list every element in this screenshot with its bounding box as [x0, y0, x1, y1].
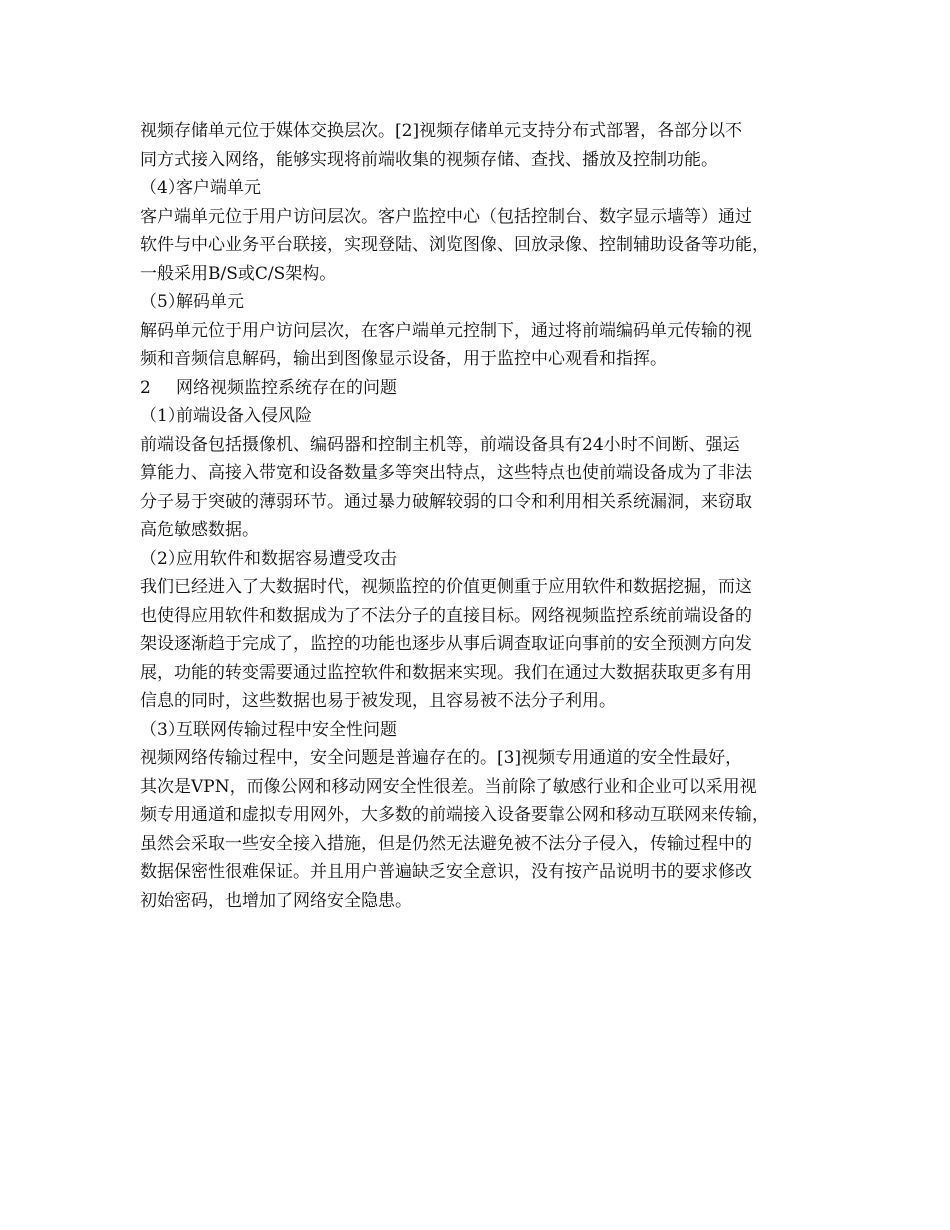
subsection-title: 互联网传输过程中安全性问题: [176, 719, 397, 740]
paragraph-line: 客户端单元位于用户访问层次。客户监控中心（包括控制台、数字显示墙等）通过: [140, 206, 752, 227]
subsection-number: （4）: [140, 178, 185, 198]
subsection-heading: [140, 545, 820, 574]
paragraph-line: 同方式接入网络，能够实现将前端收集的视频存储、查找、播放及控制功能。: [140, 149, 718, 170]
section-number: 2: [140, 377, 151, 398]
subsection-title: 客户端单元: [176, 178, 261, 198]
subsection-heading: [140, 716, 820, 745]
subsection-heading: [140, 402, 820, 431]
paragraph-line: 一般采用B/S或C/S架构。: [140, 263, 337, 284]
subsection-number: （2）: [140, 548, 185, 569]
section-title: 网络视频监控系统存在的问题: [176, 377, 397, 398]
section-heading: [140, 374, 820, 403]
subsection-title: 解码单元: [176, 292, 244, 312]
subsection-title: 应用软件和数据容易遭受攻击: [176, 548, 397, 569]
paragraph-line: 架设逐渐趋于完成了，监控的功能也逐步从事后调查取证向事前的安全预测方向发: [140, 634, 752, 654]
paragraph-line: 前端设备包括摄像机、编码器和控制主机等，前端设备具有24小时不间断、强运: [140, 434, 740, 455]
paragraph-line: 视频网络传输过程中，安全问题是普遍存在的。[3]视频专用通道的安全性最好，: [140, 748, 743, 768]
paragraph-line: 分子易于突破的薄弱环节。通过暴力破解较弱的口令和利用相关系统漏洞，来窃取: [140, 491, 752, 512]
paragraph-line: 虽然会采取一些安全接入措施，但是仍然无法避免被不法分子侵入，传输过程中的: [140, 833, 752, 854]
subsection-heading: [140, 288, 820, 317]
paragraph-line: 我们已经进入了大数据时代，视频监控的价值更侧重于应用软件和数据挖掘，而这: [140, 577, 752, 597]
paragraph-line: 数据保密性很难保证。并且用户普遍缺乏安全意识，没有按产品说明书的要求修改: [140, 862, 752, 882]
paragraph-line: 软件与中心业务平台联接，实现登陆、浏览图像、回放录像、控制辅助设备等功能，: [140, 235, 769, 255]
paragraph-line: 频和音频信息解码，输出到图像显示设备，用于监控中心观看和指挥。: [140, 349, 667, 369]
subsection-heading: [140, 174, 820, 203]
subsection-title: 前端设备入侵风险: [176, 406, 312, 426]
subsection-number: （1）: [140, 406, 185, 426]
paragraph-line: 视频存储单元位于媒体交换层次。[2]视频存储单元支持分布式部署，各部分以不: [140, 121, 743, 141]
subsection-number: （5）: [140, 292, 185, 312]
paragraph-line: 算能力、高接入带宽和设备数量多等突出特点，这些特点也使前端设备成为了非法: [140, 463, 752, 483]
paragraph-line: 信息的同时，这些数据也易于被发现，且容易被不法分子利用。: [140, 691, 616, 711]
paragraph-line: 展，功能的转变需要通过监控软件和数据来实现。我们在通过大数据获取更多有用: [140, 662, 752, 683]
subsection-number: （3）: [140, 719, 185, 740]
paragraph-line: 解码单元位于用户访问层次，在客户端单元控制下，通过将前端编码单元传输的视: [140, 320, 752, 341]
paragraph-line: 初始密码，也增加了网络安全隐患。: [140, 890, 412, 911]
paragraph-line: 其次是VPN，而像公网和移动网安全性很差。当前除了敏感行业和企业可以采用视: [140, 776, 757, 797]
document-body: [140, 117, 820, 915]
paragraph-line: 高危敏感数据。: [140, 520, 259, 540]
paragraph-line: 频专用通道和虚拟专用网外，大多数的前端接入设备要靠公网和移动互联网来传输，: [140, 805, 769, 825]
paragraph-line: 也使得应用软件和数据成为了不法分子的直接目标。网络视频监控系统前端设备的: [140, 605, 752, 626]
